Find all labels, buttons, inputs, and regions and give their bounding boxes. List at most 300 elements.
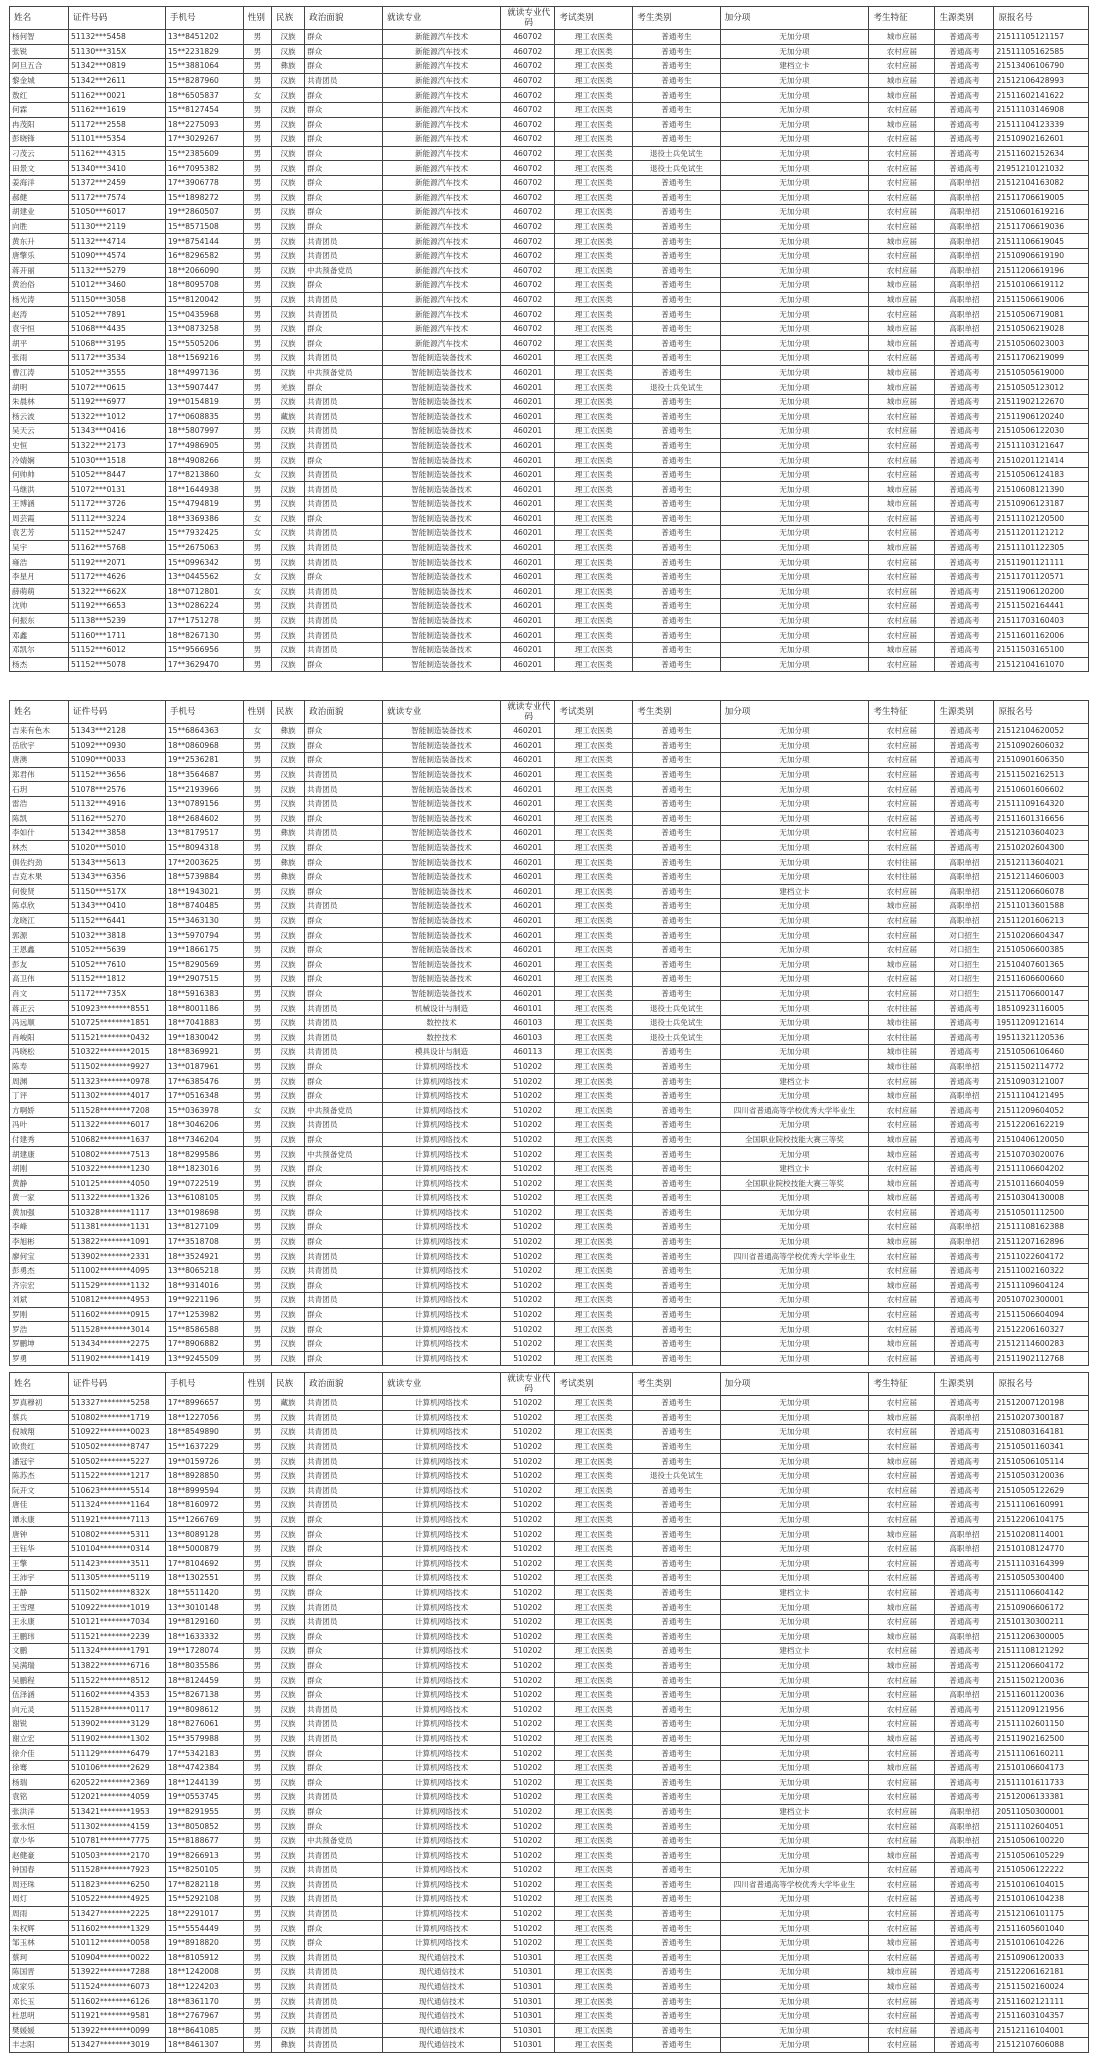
cell-examinee-category: 普通考生 — [633, 336, 720, 351]
cell-examinee-category: 普通考生 — [633, 307, 720, 322]
table-row — [10, 175, 1089, 190]
cell-examinee-category: 普通考生 — [633, 1498, 720, 1513]
cell-examinee-feature: 城市应届 — [869, 1658, 935, 1673]
cell-major-code: 460201 — [501, 351, 555, 366]
header-original-reg-number: 原报名号 — [994, 1373, 1089, 1396]
cell-major: 计算机网络技术 — [383, 1191, 501, 1206]
cell-major-code: 510202 — [501, 1249, 555, 1264]
cell-major: 计算机网络技术 — [383, 1103, 501, 1118]
cell-bonus-item: 无加分项 — [720, 1512, 869, 1527]
cell-gender: 男 — [243, 1454, 271, 1469]
cell-ethnicity: 汉族 — [272, 796, 305, 811]
cell-source-category: 对口招生 — [935, 957, 994, 972]
cell-exam-category: 理工农医类 — [555, 840, 633, 855]
table-row — [10, 44, 1089, 59]
cell-political-status: 共青团员 — [305, 2023, 383, 2038]
cell-ethnicity: 汉族 — [272, 205, 305, 220]
cell-name: 黄静 — [10, 1176, 69, 1191]
cell-ethnicity: 彝族 — [272, 2038, 305, 2053]
cell-examinee-feature: 城市应届 — [869, 1088, 935, 1103]
cell-gender: 男 — [243, 782, 271, 797]
cell-original-reg-number: 21510106619112 — [994, 278, 1089, 293]
cell-examinee-category: 普通考生 — [633, 1147, 720, 1162]
cell-bonus-item: 无加分项 — [720, 351, 869, 366]
cell-major: 智能制造装备技术 — [383, 642, 501, 657]
cell-major: 智能制造装备技术 — [383, 599, 501, 614]
cell-original-reg-number: 21510501112500 — [994, 1205, 1089, 1220]
cell-original-reg-number: 21511201121212 — [994, 526, 1089, 541]
cell-major-code: 460201 — [501, 584, 555, 599]
cell-major-code: 510202 — [501, 1103, 555, 1118]
cell-major: 智能制造装备技术 — [383, 826, 501, 841]
cell-original-reg-number: 21511503165100 — [994, 642, 1089, 657]
cell-political-status: 群众 — [305, 175, 383, 190]
cell-examinee-category: 退役士兵免试生 — [633, 380, 720, 395]
cell-id-number: 511529********1132 — [69, 1278, 166, 1293]
cell-phone: 15**8290569 — [165, 957, 243, 972]
cell-major: 现代通信技术 — [383, 2008, 501, 2023]
cell-major-code: 460702 — [501, 73, 555, 88]
cell-phone: 19**1830042 — [165, 1030, 243, 1045]
cell-gender: 男 — [243, 1059, 271, 1074]
cell-bonus-item: 无加分项 — [720, 1935, 869, 1950]
cell-bonus-item: 无加分项 — [720, 278, 869, 293]
cell-phone: 15**8188677 — [165, 1833, 243, 1848]
cell-bonus-item: 无加分项 — [720, 1790, 869, 1805]
cell-exam-category: 理工农医类 — [555, 467, 633, 482]
cell-exam-category: 理工农医类 — [555, 767, 633, 782]
cell-id-number: 513434********2275 — [69, 1336, 166, 1351]
cell-source-category: 高职单招 — [935, 913, 994, 928]
cell-name: 谭永康 — [10, 1512, 69, 1527]
cell-major: 智能制造装备技术 — [383, 453, 501, 468]
cell-phone: 15**1637229 — [165, 1439, 243, 1454]
cell-exam-category: 理工农医类 — [555, 190, 633, 205]
cell-major: 智能制造装备技术 — [383, 351, 501, 366]
cell-name: 刁茂云 — [10, 146, 69, 161]
cell-bonus-item: 无加分项 — [720, 642, 869, 657]
cell-source-category: 高职单招 — [935, 1220, 994, 1235]
cell-political-status: 群众 — [305, 380, 383, 395]
cell-phone: 13**5970794 — [165, 928, 243, 943]
cell-major-code: 510202 — [501, 1527, 555, 1542]
cell-major-code: 510301 — [501, 1994, 555, 2009]
cell-gender: 男 — [243, 1746, 271, 1761]
cell-name: 丰志阳 — [10, 2038, 69, 2053]
cell-political-status: 共青团员 — [305, 482, 383, 497]
cell-name: 何振东 — [10, 613, 69, 628]
cell-name: 曹江涛 — [10, 365, 69, 380]
cell-original-reg-number: 21511002160322 — [994, 1263, 1089, 1278]
cell-major-code: 510202 — [501, 1717, 555, 1732]
cell-major: 计算机网络技术 — [383, 1307, 501, 1322]
table-row — [10, 321, 1089, 336]
cell-major: 计算机网络技术 — [383, 1512, 501, 1527]
cell-major-code: 510202 — [501, 1848, 555, 1863]
header-exam-category: 考试类别 — [555, 1373, 633, 1396]
cell-examinee-category: 普通考生 — [633, 1600, 720, 1615]
cell-major-code: 510202 — [501, 1220, 555, 1235]
cell-examinee-feature: 农村应届 — [869, 1804, 935, 1819]
table-row — [10, 1760, 1089, 1775]
table-row — [10, 1322, 1089, 1337]
cell-name: 方啊娇 — [10, 1103, 69, 1118]
cell-ethnicity: 汉族 — [272, 30, 305, 45]
cell-gender: 男 — [243, 1336, 271, 1351]
table-row — [10, 913, 1089, 928]
cell-phone: 19**8098612 — [165, 1702, 243, 1717]
cell-exam-category: 理工农医类 — [555, 1176, 633, 1191]
cell-major-code: 510202 — [501, 1863, 555, 1878]
cell-bonus-item: 建档立卡 — [720, 1644, 869, 1659]
table-row — [10, 840, 1089, 855]
cell-id-number: 51090***0033 — [69, 753, 166, 768]
cell-exam-category: 理工农医类 — [555, 497, 633, 512]
cell-original-reg-number: 21510106104015 — [994, 1877, 1089, 1892]
cell-major: 新能源汽车技术 — [383, 190, 501, 205]
cell-gender: 女 — [243, 584, 271, 599]
cell-examinee-category: 普通考生 — [633, 482, 720, 497]
cell-bonus-item: 四川省普通高等学校优秀大学毕业生 — [720, 1877, 869, 1892]
cell-gender: 男 — [243, 1760, 271, 1775]
table-row — [10, 1249, 1089, 1264]
cell-ethnicity: 汉族 — [272, 1541, 305, 1556]
cell-examinee-category: 普通考生 — [633, 942, 720, 957]
cell-exam-category: 理工农医类 — [555, 2038, 633, 2053]
cell-major: 新能源汽车技术 — [383, 30, 501, 45]
cell-bonus-item: 建档立卡 — [720, 884, 869, 899]
cell-original-reg-number: 21510106104226 — [994, 1935, 1089, 1950]
cell-bonus-item: 无加分项 — [720, 2038, 869, 2053]
cell-ethnicity: 汉族 — [272, 1950, 305, 1965]
cell-bonus-item: 无加分项 — [720, 753, 869, 768]
cell-source-category: 普通高考 — [935, 351, 994, 366]
cell-gender: 男 — [243, 1644, 271, 1659]
header-major-code: 就读专业代码 — [501, 701, 555, 724]
cell-bonus-item: 无加分项 — [720, 1205, 869, 1220]
cell-ethnicity: 汉族 — [272, 1191, 305, 1206]
cell-phone: 19**1728074 — [165, 1644, 243, 1659]
cell-political-status: 群众 — [305, 884, 383, 899]
cell-name: 罗鹏坤 — [10, 1336, 69, 1351]
cell-major-code: 510202 — [501, 1571, 555, 1586]
cell-major-code: 510202 — [501, 1059, 555, 1074]
cell-major: 智能制造装备技术 — [383, 569, 501, 584]
cell-gender: 男 — [243, 482, 271, 497]
cell-ethnicity: 汉族 — [272, 1001, 305, 1016]
cell-political-status: 群众 — [305, 972, 383, 987]
cell-original-reg-number: 21510506122030 — [994, 424, 1089, 439]
cell-major: 计算机网络技术 — [383, 1556, 501, 1571]
cell-original-reg-number: 21511104121495 — [994, 1088, 1089, 1103]
cell-bonus-item: 无加分项 — [720, 869, 869, 884]
cell-bonus-item: 无加分项 — [720, 1614, 869, 1629]
cell-id-number: 513822********6716 — [69, 1658, 166, 1673]
table-row — [10, 1746, 1089, 1761]
cell-examinee-feature: 农村应届 — [869, 613, 935, 628]
cell-bonus-item: 无加分项 — [720, 1833, 869, 1848]
cell-phone: 17**6385476 — [165, 1074, 243, 1089]
cell-gender: 男 — [243, 657, 271, 672]
cell-original-reg-number: 21511206606078 — [994, 884, 1089, 899]
cell-id-number: 51132***4714 — [69, 234, 166, 249]
table-row — [10, 1629, 1089, 1644]
cell-source-category: 普通高考 — [935, 1001, 994, 1016]
cell-gender: 男 — [243, 913, 271, 928]
cell-source-category: 普通高考 — [935, 584, 994, 599]
cell-original-reg-number: 21511601316656 — [994, 811, 1089, 826]
cell-original-reg-number: 21510903121007 — [994, 1074, 1089, 1089]
cell-source-category: 高职单招 — [935, 307, 994, 322]
cell-gender: 男 — [243, 497, 271, 512]
roster-table-3 — [9, 1372, 1089, 2053]
cell-bonus-item: 无加分项 — [720, 599, 869, 614]
cell-source-category: 普通高考 — [935, 1074, 994, 1089]
cell-phone: 19**8754144 — [165, 234, 243, 249]
cell-major: 计算机网络技术 — [383, 1249, 501, 1264]
cell-examinee-feature: 农村应届 — [869, 102, 935, 117]
cell-examinee-feature: 农村应届 — [869, 263, 935, 278]
cell-political-status: 群众 — [305, 942, 383, 957]
cell-exam-category: 理工农医类 — [555, 146, 633, 161]
cell-major-code: 510202 — [501, 1556, 555, 1571]
cell-ethnicity: 彝族 — [272, 869, 305, 884]
cell-major-code: 510202 — [501, 1161, 555, 1176]
cell-exam-category: 理工农医类 — [555, 1220, 633, 1235]
cell-ethnicity: 汉族 — [272, 569, 305, 584]
cell-source-category: 普通高考 — [935, 724, 994, 739]
cell-examinee-feature: 农村应届 — [869, 782, 935, 797]
cell-gender: 男 — [243, 380, 271, 395]
cell-political-status: 共青团员 — [305, 1863, 383, 1878]
cell-source-category: 普通高考 — [935, 753, 994, 768]
cell-id-number: 51192***6653 — [69, 599, 166, 614]
cell-ethnicity: 汉族 — [272, 913, 305, 928]
cell-id-number: 51340***3410 — [69, 161, 166, 176]
cell-original-reg-number: 21510506105229 — [994, 1848, 1089, 1863]
cell-major: 新能源汽车技术 — [383, 102, 501, 117]
cell-examinee-feature: 农村应届 — [869, 1833, 935, 1848]
cell-major: 新能源汽车技术 — [383, 263, 501, 278]
cell-examinee-feature: 农村应届 — [869, 1074, 935, 1089]
cell-original-reg-number: 21511013601588 — [994, 899, 1089, 914]
cell-major-code: 460201 — [501, 811, 555, 826]
table-row — [10, 59, 1089, 74]
cell-examinee-feature: 城市应届 — [869, 1410, 935, 1425]
cell-major-code: 460103 — [501, 1015, 555, 1030]
cell-source-category: 普通高考 — [935, 1425, 994, 1440]
cell-major-code: 460103 — [501, 1030, 555, 1045]
cell-major-code: 460702 — [501, 44, 555, 59]
cell-major: 计算机网络技术 — [383, 1833, 501, 1848]
cell-bonus-item: 无加分项 — [720, 855, 869, 870]
cell-gender: 男 — [243, 1176, 271, 1191]
cell-exam-category: 理工农医类 — [555, 642, 633, 657]
cell-phone: 17**2003625 — [165, 855, 243, 870]
cell-bonus-item: 无加分项 — [720, 1088, 869, 1103]
table-row — [10, 1950, 1089, 1965]
cell-exam-category: 理工农医类 — [555, 1760, 633, 1775]
table-row — [10, 1775, 1089, 1790]
cell-examinee-feature: 城市应届 — [869, 1234, 935, 1249]
cell-name: 周还珠 — [10, 1877, 69, 1892]
cell-major: 智能制造装备技术 — [383, 942, 501, 957]
cell-ethnicity: 汉族 — [272, 1775, 305, 1790]
cell-source-category: 普通高考 — [935, 59, 994, 74]
cell-source-category: 普通高考 — [935, 526, 994, 541]
cell-phone: 18**8124459 — [165, 1673, 243, 1688]
cell-major: 数控技术 — [383, 1015, 501, 1030]
cell-political-status: 共青团员 — [305, 1468, 383, 1483]
header-ethnicity: 民族 — [272, 7, 305, 30]
cell-source-category: 普通高考 — [935, 1293, 994, 1308]
cell-original-reg-number: 21511502164441 — [994, 599, 1089, 614]
cell-major: 新能源汽车技术 — [383, 321, 501, 336]
cell-major: 智能制造装备技术 — [383, 767, 501, 782]
cell-phone: 17**8996657 — [165, 1396, 243, 1411]
cell-bonus-item: 无加分项 — [720, 1819, 869, 1834]
cell-bonus-item: 无加分项 — [720, 467, 869, 482]
cell-political-status: 共青团员 — [305, 584, 383, 599]
cell-source-category: 普通高考 — [935, 394, 994, 409]
cell-major: 计算机网络技术 — [383, 1468, 501, 1483]
cell-political-status: 群众 — [305, 869, 383, 884]
cell-source-category: 普通高考 — [935, 540, 994, 555]
cell-id-number: 512021********4059 — [69, 1790, 166, 1805]
cell-major-code: 460702 — [501, 248, 555, 263]
cell-bonus-item: 无加分项 — [720, 1571, 869, 1586]
cell-phone: 13**3010148 — [165, 1600, 243, 1615]
cell-name: 郭源 — [10, 928, 69, 943]
cell-major-code: 510202 — [501, 1336, 555, 1351]
cell-name: 黄一家 — [10, 1191, 69, 1206]
cell-exam-category: 理工农医类 — [555, 1790, 633, 1805]
cell-id-number: 51343***6356 — [69, 869, 166, 884]
cell-bonus-item: 无加分项 — [720, 117, 869, 132]
cell-ethnicity: 汉族 — [272, 146, 305, 161]
table-row — [10, 1468, 1089, 1483]
cell-source-category: 高职单招 — [935, 1804, 994, 1819]
cell-exam-category: 理工农医类 — [555, 30, 633, 45]
cell-major-code: 460201 — [501, 365, 555, 380]
cell-major: 智能制造装备技术 — [383, 899, 501, 914]
cell-gender: 男 — [243, 1234, 271, 1249]
cell-gender: 男 — [243, 1571, 271, 1586]
cell-ethnicity: 汉族 — [272, 1848, 305, 1863]
cell-phone: 18**5739884 — [165, 869, 243, 884]
cell-original-reg-number: 21511209604052 — [994, 1103, 1089, 1118]
cell-id-number: 51342***0819 — [69, 59, 166, 74]
cell-examinee-feature: 农村应届 — [869, 1293, 935, 1308]
table-row — [10, 1921, 1089, 1936]
cell-examinee-category: 普通考生 — [633, 986, 720, 1001]
cell-major-code: 460201 — [501, 497, 555, 512]
cell-ethnicity: 汉族 — [272, 555, 305, 570]
cell-original-reg-number: 21511506619006 — [994, 292, 1089, 307]
cell-source-category: 普通高考 — [935, 1454, 994, 1469]
cell-ethnicity: 汉族 — [272, 811, 305, 826]
cell-bonus-item: 无加分项 — [720, 1921, 869, 1936]
cell-name: 胡明 — [10, 380, 69, 395]
cell-name: 杨杰 — [10, 657, 69, 672]
cell-phone: 13**0873258 — [165, 321, 243, 336]
cell-name: 王擎 — [10, 1556, 69, 1571]
cell-source-category: 普通高考 — [935, 365, 994, 380]
cell-exam-category: 理工农医类 — [555, 811, 633, 826]
cell-id-number: 51162***1619 — [69, 102, 166, 117]
table-row — [10, 1483, 1089, 1498]
table-row — [10, 972, 1089, 987]
cell-major: 模具设计与制造 — [383, 1045, 501, 1060]
cell-exam-category: 理工农医类 — [555, 753, 633, 768]
table-row — [10, 438, 1089, 453]
cell-bonus-item: 无加分项 — [720, 438, 869, 453]
cell-examinee-feature: 农村往届 — [869, 1001, 935, 1016]
cell-ethnicity: 彝族 — [272, 59, 305, 74]
cell-source-category: 普通高考 — [935, 1351, 994, 1366]
cell-phone: 19**0159726 — [165, 1454, 243, 1469]
header-bonus-item: 加分项 — [720, 701, 869, 724]
cell-examinee-feature: 农村应届 — [869, 146, 935, 161]
table-row — [10, 336, 1089, 351]
cell-source-category: 普通高考 — [935, 438, 994, 453]
table-row — [10, 1263, 1089, 1278]
cell-source-category: 普通高考 — [935, 555, 994, 570]
cell-major: 计算机网络技术 — [383, 1074, 501, 1089]
cell-examinee-category: 普通考生 — [633, 1950, 720, 1965]
cell-original-reg-number: 21510902162601 — [994, 132, 1089, 147]
cell-name: 向胜 — [10, 219, 69, 234]
cell-examinee-feature: 农村应届 — [869, 1483, 935, 1498]
cell-id-number: 51343***0410 — [69, 899, 166, 914]
cell-name: 周渊 — [10, 1074, 69, 1089]
cell-major-code: 460201 — [501, 840, 555, 855]
cell-bonus-item: 无加分项 — [720, 1979, 869, 1994]
cell-original-reg-number: 21510506106460 — [994, 1045, 1089, 1060]
cell-political-status: 共青团员 — [305, 1702, 383, 1717]
cell-major: 计算机网络技术 — [383, 1088, 501, 1103]
table-row — [10, 599, 1089, 614]
cell-gender: 男 — [243, 986, 271, 1001]
table-row — [10, 497, 1089, 512]
cell-gender: 男 — [243, 599, 271, 614]
cell-exam-category: 理工农医类 — [555, 972, 633, 987]
cell-political-status: 群众 — [305, 1220, 383, 1235]
cell-major-code: 510202 — [501, 1746, 555, 1761]
cell-name: 冉茂阳 — [10, 117, 69, 132]
cell-bonus-item: 无加分项 — [720, 1746, 869, 1761]
cell-major: 现代通信技术 — [383, 1979, 501, 1994]
cell-exam-category: 理工农医类 — [555, 569, 633, 584]
cell-major: 计算机网络技术 — [383, 1877, 501, 1892]
cell-major: 计算机网络技术 — [383, 1760, 501, 1775]
cell-name: 郝健 — [10, 190, 69, 205]
cell-id-number: 51372***2459 — [69, 175, 166, 190]
cell-ethnicity: 汉族 — [272, 482, 305, 497]
cell-id-number: 51152***6012 — [69, 642, 166, 657]
cell-ethnicity: 汉族 — [272, 102, 305, 117]
table-row — [10, 1863, 1089, 1878]
cell-id-number: 513922********7288 — [69, 1965, 166, 1980]
table-row — [10, 351, 1089, 366]
cell-phone: 13**5907447 — [165, 380, 243, 395]
cell-gender: 男 — [243, 146, 271, 161]
cell-ethnicity: 汉族 — [272, 336, 305, 351]
cell-original-reg-number: 21511701120571 — [994, 569, 1089, 584]
cell-bonus-item: 无加分项 — [720, 628, 869, 643]
header-bonus-item: 加分项 — [720, 7, 869, 30]
cell-name: 吴宇 — [10, 540, 69, 555]
